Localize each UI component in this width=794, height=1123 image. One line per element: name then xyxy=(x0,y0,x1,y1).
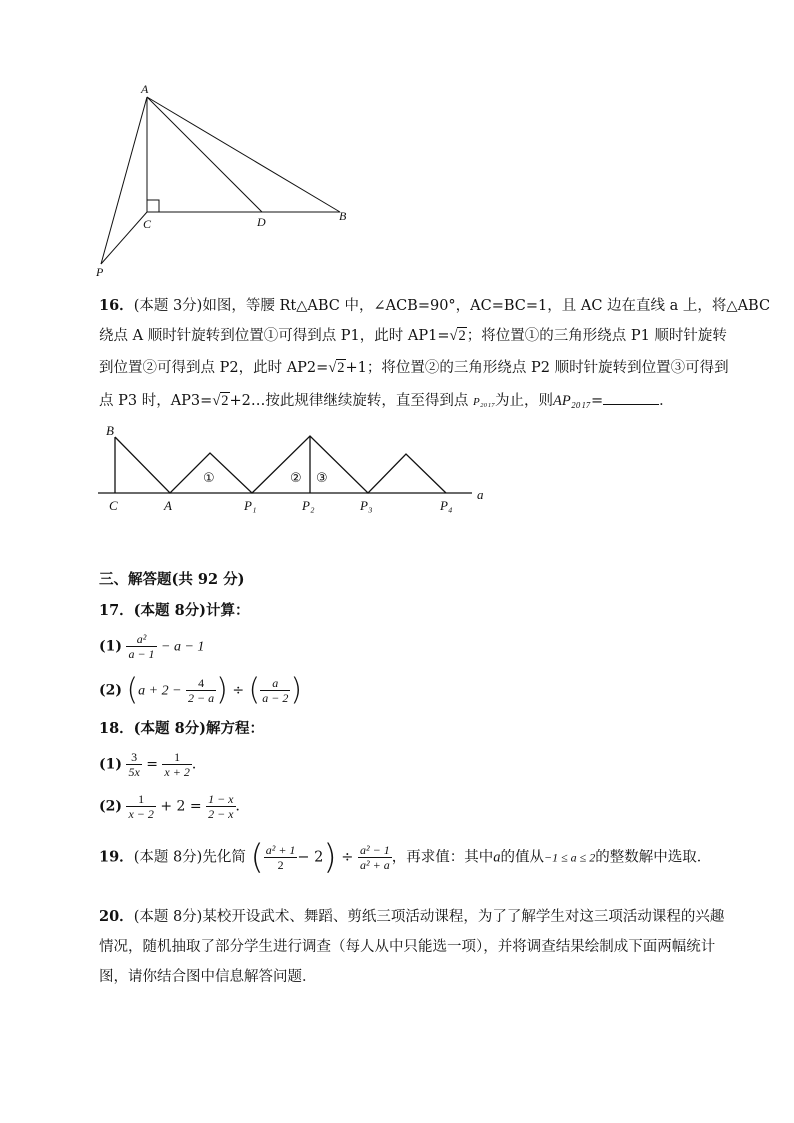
q18-part2 xyxy=(99,792,250,821)
fraction: $\frac{1 - x}{2 - x}$ xyxy=(208,792,234,821)
range: −1 ≤ a ≤ 2 xyxy=(544,850,596,865)
q19-score: (本题 8分)先化简 xyxy=(133,849,246,866)
q20-text1: 某校开设武术、舞蹈、剪纸三项活动课程，为了了解学生对这三项活动课程的兴趣 xyxy=(202,909,725,925)
q16-line4 xyxy=(99,390,674,412)
q19-text2: 的值从 xyxy=(500,849,544,866)
q16-text4a: 点 P3 时，AP3= xyxy=(99,393,213,409)
label-P2: P₂ xyxy=(302,498,315,513)
q16-number: 16． xyxy=(99,297,134,314)
expression: a + 2 − xyxy=(138,683,182,699)
fraction: $\frac{1}{x + 2}$ xyxy=(164,750,190,779)
q17-part2: (2) (a + 2 − $\frac{4}{2 - a}$ ) ÷ ( $\frac{a}{a - 2}$ ) xyxy=(99,672,303,708)
expression-tail: − 2 xyxy=(297,849,324,866)
label-P: P xyxy=(96,265,104,279)
variable-a: a xyxy=(493,849,501,866)
position-2-marker: ② xyxy=(290,471,302,486)
q16-text2a: 绕点 A 顺时针旋转到位置①可得到点 P1，此时 AP1= xyxy=(99,328,450,344)
label-line-a: a xyxy=(477,487,484,502)
divide-sign: ÷ xyxy=(341,849,354,866)
q16-text4b: +2…按此规律继续旋转，直至得到点 xyxy=(229,393,469,409)
part-label: (1) xyxy=(99,756,122,773)
sqrt-2: √2 xyxy=(212,393,229,409)
label-A: A xyxy=(141,82,149,96)
q17-part1 xyxy=(99,632,204,661)
q19-text1: ，再求值：其中 xyxy=(391,849,494,866)
label-B: B xyxy=(106,423,114,438)
period: ． xyxy=(191,756,206,773)
q16-text3a: 到位置②可得到点 P2，此时 AP2= xyxy=(99,360,329,376)
q16-line2 xyxy=(99,326,727,346)
period: ． xyxy=(235,798,250,815)
q19-number: 19． xyxy=(99,848,134,866)
section-header: 三、解答题(共 92 分) xyxy=(99,571,245,588)
figure-rotations xyxy=(0,420,794,520)
q20-line1 xyxy=(99,907,724,927)
q18-part1 xyxy=(99,750,206,779)
ap-2017: AP₂₀₁₇ xyxy=(553,393,591,409)
q16-line1 xyxy=(99,296,770,316)
part-label: (1) xyxy=(99,638,122,655)
fraction: $\frac{4}{2 - a}$ xyxy=(188,676,215,705)
q16-line3 xyxy=(99,358,729,378)
q16-text3b: +1；将位置②的三角形绕点 P2 顺时针旋转到位置③可得到 xyxy=(345,360,729,376)
q16-end: ． xyxy=(659,393,674,409)
label-C: C xyxy=(143,217,152,231)
sqrt-2: √2 xyxy=(449,328,466,344)
q17-heading: 17．(本题 8分)计算： xyxy=(99,602,250,619)
q16-text1: 如图，等腰 Rt△ABC 中，∠ACB=90°，AC=BC=1，且 AC 边在直线 a 上，将△ABC xyxy=(202,298,771,314)
label-B: B xyxy=(339,209,347,223)
label-A: A xyxy=(164,498,172,513)
label-C: C xyxy=(109,498,118,513)
q16-score: (本题 3分) xyxy=(133,298,203,314)
divide-sign: ÷ xyxy=(232,682,245,699)
part-label: (2) xyxy=(99,798,122,815)
fraction: $\frac{3}{5x}$ xyxy=(128,750,140,779)
position-1-marker: ① xyxy=(203,471,215,486)
answer-blank[interactable] xyxy=(603,390,659,405)
fraction: $\frac{\text{a²}}{a - 1}$ xyxy=(128,632,155,661)
q20-line3: 图，请你结合图中信息解答问题． xyxy=(99,969,317,985)
q20-number: 20． xyxy=(99,908,134,925)
q19-line: 19．(本题 8分)先化简 ( $\frac{\text{a² + 1}}{2}$ − 2) ÷ $\frac{\text{a² − 1}}{\text{a² + a}}$ ，再求值：其中a的值从−1 ≤ a ≤ 2的整数解中选取． xyxy=(99,837,712,878)
expression: + 2 = xyxy=(160,798,202,815)
q16-text2b: ；将位置①的三角形绕点 P1 顺时针旋转 xyxy=(466,328,727,344)
part-label: (2) xyxy=(99,682,122,699)
equals-sign: = xyxy=(146,756,158,773)
position-3-marker: ③ xyxy=(316,471,328,486)
fraction: $\frac{1}{x - 2}$ xyxy=(128,792,154,821)
label-P3: P₃ xyxy=(360,498,373,513)
q20-score: (本题 8分) xyxy=(133,909,203,925)
point-pm: P₂₀₁₇ xyxy=(473,396,496,408)
label-P4: P₄ xyxy=(440,498,453,513)
fraction: $\frac{a}{a - 2}$ xyxy=(262,676,289,705)
sqrt-2: √2 xyxy=(328,360,345,376)
fraction: $\frac{\text{a² + 1}}{2}$ xyxy=(265,843,296,872)
q19-text3: 的整数解中选取． xyxy=(595,849,712,866)
label-P1: P₁ xyxy=(244,498,257,513)
q20-line2: 情况，随机抽取了部分学生进行调查（每人从中只能选一项），并将调查结果绘制成下面两幅统计 xyxy=(99,939,716,955)
q16-eq: = xyxy=(590,393,604,409)
fraction: $\frac{\text{a² − 1}}{\text{a² + a}}$ xyxy=(360,843,390,872)
q18-heading: 18．(本题 8分)解方程： xyxy=(99,720,265,737)
q16-text4c: 为止，则 xyxy=(495,393,554,409)
figure-triangle xyxy=(0,0,794,290)
expression-tail: − a − 1 xyxy=(161,639,205,655)
label-D: D xyxy=(257,215,266,229)
